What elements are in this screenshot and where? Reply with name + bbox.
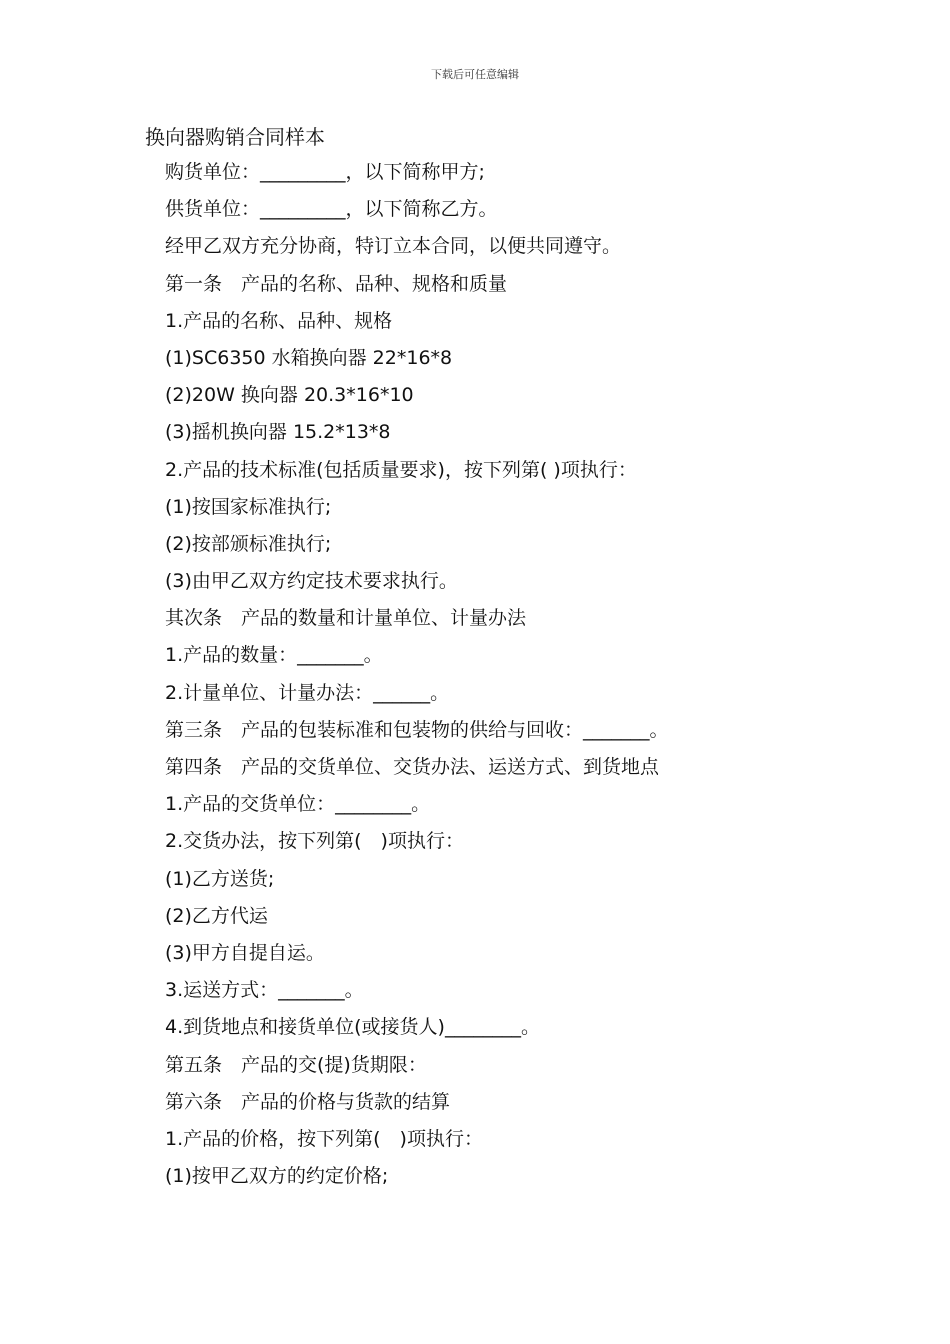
clause-text: (3)由甲乙双方约定技术要求执行。 (165, 570, 458, 593)
clause-text: 4.到货地点和接货单位(或接货人)________。 (165, 1016, 540, 1039)
supplier-line: 供货单位：_________，以下简称乙方。 (165, 198, 498, 221)
clause-text: (1)按国家标准执行; (165, 495, 332, 518)
page-header-note: 下载后可任意编辑 (431, 68, 519, 81)
clause-text: 1.产品的数量：_______。 (165, 644, 383, 667)
buyer-line: 购货单位：_________，以下简称甲方; (165, 161, 485, 183)
clause-text: (1)SC6350 水箱换向器 22*16*8 (165, 346, 453, 369)
article-1-heading: 第一条 产品的名称、品种、规格和质量 (165, 272, 508, 295)
clause-text: (1)按甲乙双方的约定价格; (165, 1165, 389, 1188)
article-5-heading: 第五条 产品的交(提)货期限： (165, 1053, 427, 1076)
clause-text: 2.交货办法，按下列第( )项执行： (165, 830, 464, 853)
clause-text: (2)按部颁标准执行; (165, 532, 332, 555)
article-4-heading: 第四条 产品的交货单位、交货办法、运送方式、到货地点 (165, 756, 660, 778)
clause-text: 2.产品的技术标准(包括质量要求)，按下列第( )项执行： (165, 458, 637, 481)
document-title: 换向器购销合同样本 (145, 125, 325, 149)
clause-text: 1.产品的名称、品种、规格 (165, 309, 393, 332)
article-6-heading: 第六条 产品的价格与货款的结算 (165, 1090, 451, 1113)
contract-body (165, 157, 885, 1198)
clause-text: 2.计量单位、计量办法：______。 (165, 681, 450, 704)
clause-text: (2)20W 换向器 20.3*16*10 (165, 384, 414, 407)
article-2-heading: 其次条 产品的数量和计量单位、计量办法 (165, 607, 527, 630)
clause-text: 1.产品的交货单位：________。 (165, 793, 431, 816)
article-3-heading: 第三条 产品的包装标准和包装物的供给与回收：_______。 (165, 718, 669, 741)
clause-text: 1.产品的价格，按下列第( )项执行： (165, 1127, 483, 1150)
clause-text: (2)乙方代运 (165, 904, 268, 927)
clause-text: (1)乙方送货; (165, 867, 275, 890)
clause-text: (3)甲方自提自运。 (165, 941, 325, 964)
agreement-intro: 经甲乙双方充分协商，特订立本合同，以便共同遵守。 (165, 235, 622, 258)
clause-text: (3)摇机换向器 15.2*13*8 (165, 421, 391, 444)
clause-text: 3.运送方式：_______。 (165, 979, 364, 1002)
